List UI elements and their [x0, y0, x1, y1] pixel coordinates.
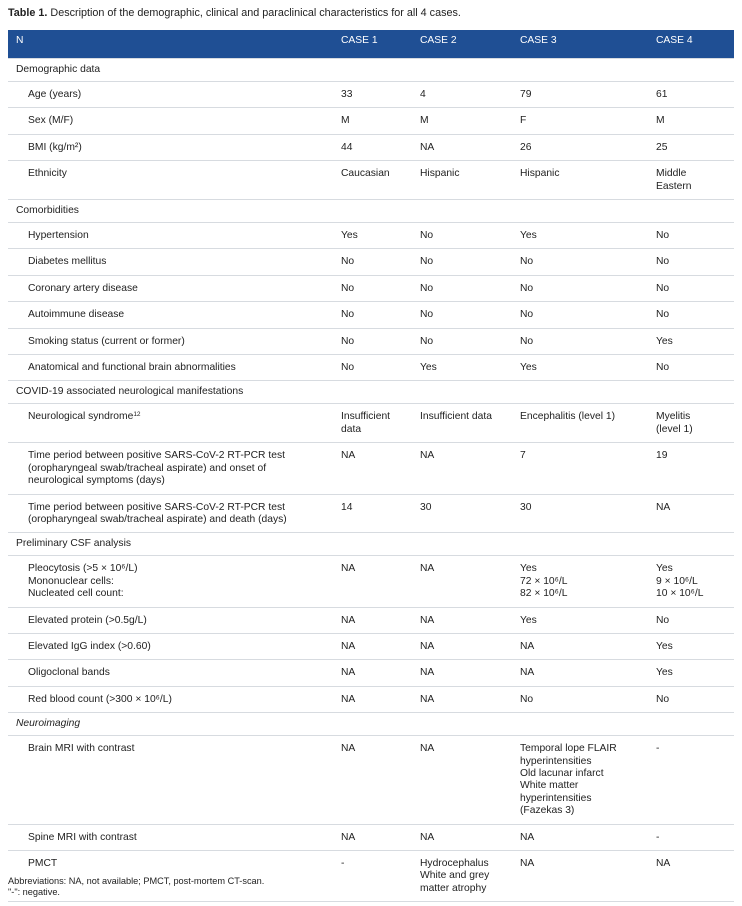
case-2-value: No — [420, 328, 520, 354]
table-row — [8, 328, 734, 354]
table-caption-label: Table 1. — [8, 7, 48, 19]
case-4-value: No — [656, 249, 734, 275]
case-3-value: NA — [520, 660, 656, 686]
table-row — [8, 404, 734, 443]
case-3-value: Yes — [520, 223, 656, 249]
table-body — [8, 59, 734, 902]
case-3-value: 30 — [520, 494, 656, 533]
case-1-value: Caucasian — [341, 161, 420, 200]
case-3-value: Hispanic — [520, 161, 656, 200]
case-3-value: No — [520, 328, 656, 354]
section-title: Neuroimaging — [8, 713, 734, 736]
row-label-cell — [8, 355, 341, 381]
case-4-value: Myelitis (level 1) — [656, 404, 734, 443]
table-row — [8, 494, 734, 533]
case-4-value: Yes — [656, 633, 734, 659]
case-2-value: NA — [420, 556, 520, 607]
row-label: Red blood count (>300 × 10⁶/L) — [28, 693, 172, 705]
header-n: N — [8, 30, 341, 59]
case-1-value: NA — [341, 607, 420, 633]
table-row — [8, 82, 734, 108]
case-1-value: No — [341, 302, 420, 328]
row-label: Sex (M/F) — [28, 115, 74, 127]
case-3-value: Temporal lope FLAIR hyperintensities Old lacunar infarct White matter hyperintensities (Fazekas 3) — [520, 736, 656, 824]
case-2-value: NA — [420, 824, 520, 850]
section-row — [8, 713, 734, 736]
row-label-cell — [8, 633, 341, 659]
table-row — [8, 134, 734, 160]
case-3-value: No — [520, 249, 656, 275]
case-1-value: No — [341, 249, 420, 275]
table-row — [8, 161, 734, 200]
case-1-value: NA — [341, 660, 420, 686]
case-3-value: NA — [520, 851, 656, 902]
reference-superscript: 12 — [133, 411, 141, 419]
case-4-value: M — [656, 108, 734, 134]
table-row — [8, 660, 734, 686]
row-label: Diabetes mellitus — [28, 256, 107, 268]
table-row — [8, 556, 734, 607]
case-4-value: No — [656, 355, 734, 381]
case-3-value: No — [520, 686, 656, 712]
case-1-value: No — [341, 275, 420, 301]
case-1-value: Yes — [341, 223, 420, 249]
case-3-value: NA — [520, 633, 656, 659]
row-label-cell — [8, 660, 341, 686]
row-label-cell — [8, 302, 341, 328]
section-title: Demographic data — [8, 59, 734, 82]
case-2-value: Insufficient data — [420, 404, 520, 443]
case-4-value: - — [656, 824, 734, 850]
row-label: Time period between positive SARS-CoV-2 RT-PCR test (oropharyngeal swab/tracheal aspirate) and death (days) — [28, 501, 287, 525]
table-row — [8, 108, 734, 134]
case-1-value: Insufficient data — [341, 404, 420, 443]
case-1-value: NA — [341, 443, 420, 494]
header-case-1: CASE 1 — [341, 30, 420, 59]
row-label-cell — [8, 824, 341, 850]
case-4-value: 19 — [656, 443, 734, 494]
table-row — [8, 355, 734, 381]
row-label: Brain MRI with contrast — [28, 743, 135, 755]
case-4-value: No — [656, 223, 734, 249]
case-4-value: NA — [656, 851, 734, 902]
case-3-value: 26 — [520, 134, 656, 160]
case-1-value: 33 — [341, 82, 420, 108]
row-label-cell — [8, 161, 341, 200]
table-row — [8, 249, 734, 275]
section-title: COVID-19 associated neurological manifestations — [8, 381, 734, 404]
row-label-cell — [8, 686, 341, 712]
row-label: Neurological syndrome — [28, 411, 134, 423]
header-case-4: CASE 4 — [656, 30, 734, 59]
table-row — [8, 736, 734, 824]
header-case-3: CASE 3 — [520, 30, 656, 59]
row-label-cell — [8, 223, 341, 249]
case-2-value: No — [420, 302, 520, 328]
case-2-value: NA — [420, 736, 520, 824]
row-label-cell — [8, 108, 341, 134]
case-3-value: No — [520, 275, 656, 301]
case-3-value: 7 — [520, 443, 656, 494]
case-1-value: M — [341, 108, 420, 134]
section-row — [8, 200, 734, 223]
case-1-value: No — [341, 355, 420, 381]
section-title: Comorbidities — [8, 200, 734, 223]
row-label-cell — [8, 556, 341, 607]
section-row — [8, 381, 734, 404]
case-3-value: F — [520, 108, 656, 134]
row-label: Time period between positive SARS-CoV-2 RT-PCR test (oropharyngeal swab/tracheal aspirate) and onset of neurological symptoms (days) — [28, 450, 285, 487]
footnote-negative: "-": negative. — [8, 887, 60, 897]
table-row — [8, 223, 734, 249]
case-2-value: NA — [420, 443, 520, 494]
row-label: Coronary artery disease — [28, 282, 138, 294]
case-1-value: 14 — [341, 494, 420, 533]
table-row — [8, 302, 734, 328]
footnote-abbreviations: Abbreviations: NA, not available; PMCT, post-mortem CT-scan. — [8, 876, 265, 886]
row-label: Anatomical and functional brain abnormalities — [28, 362, 236, 374]
case-3-value: NA — [520, 824, 656, 850]
row-label-cell — [8, 494, 341, 533]
case-2-value: NA — [420, 607, 520, 633]
row-label-cell — [8, 607, 341, 633]
case-3-value: No — [520, 302, 656, 328]
case-1-value: NA — [341, 686, 420, 712]
row-label: PMCT — [28, 858, 58, 869]
case-2-value: No — [420, 275, 520, 301]
row-label-cell — [8, 275, 341, 301]
case-2-value: NA — [420, 633, 520, 659]
section-row — [8, 533, 734, 556]
case-1-value: NA — [341, 633, 420, 659]
case-2-value: 30 — [420, 494, 520, 533]
row-label: Oligoclonal bands — [28, 667, 110, 679]
table-row — [8, 275, 734, 301]
case-3-value: Encephalitis (level 1) — [520, 404, 656, 443]
table-footnotes — [8, 876, 264, 898]
case-3-value: Yes 72 × 10⁶/L 82 × 10⁶/L — [520, 556, 656, 607]
table-header-row — [8, 30, 734, 59]
row-label: Smoking status (current or former) — [28, 335, 185, 347]
row-label-cell — [8, 404, 341, 443]
table-caption-text: Description of the demographic, clinical and paraclinical characteristics for all 4 cases. — [50, 7, 461, 19]
case-4-value: NA — [656, 494, 734, 533]
case-4-value: No — [656, 607, 734, 633]
table-row — [8, 686, 734, 712]
table-row — [8, 607, 734, 633]
case-2-value: Yes — [420, 355, 520, 381]
table-row — [8, 824, 734, 850]
case-1-value: No — [341, 328, 420, 354]
case-2-value: No — [420, 249, 520, 275]
case-2-value: Hispanic — [420, 161, 520, 200]
case-1-value: - — [341, 851, 420, 902]
case-4-value: 25 — [656, 134, 734, 160]
case-3-value: 79 — [520, 82, 656, 108]
row-label: Autoimmune disease — [28, 309, 125, 321]
row-label: Elevated protein (>0.5g/L) — [28, 614, 147, 626]
row-label: Age (years) — [28, 89, 82, 100]
row-label: Ethnicity — [28, 168, 67, 180]
row-label-cell — [8, 134, 341, 160]
case-1-value: 44 — [341, 134, 420, 160]
table-row — [8, 633, 734, 659]
case-2-value: NA — [420, 686, 520, 712]
case-3-value: Yes — [520, 607, 656, 633]
row-label: Elevated IgG index (>0.60) — [28, 640, 151, 652]
case-4-value: No — [656, 275, 734, 301]
section-row — [8, 59, 734, 82]
case-4-value: 61 — [656, 82, 734, 108]
case-1-value: NA — [341, 736, 420, 824]
case-4-value: Middle Eastern — [656, 161, 734, 200]
table-caption — [8, 6, 461, 20]
row-label-cell — [8, 736, 341, 824]
case-1-value: NA — [341, 824, 420, 850]
case-4-value: Yes — [656, 660, 734, 686]
case-4-value: No — [656, 686, 734, 712]
row-label-cell — [8, 249, 341, 275]
row-label: Pleocytosis (>5 × 10⁶/L) Mononuclear cells: Nucleated cell count: — [28, 563, 138, 600]
characteristics-table — [8, 30, 734, 902]
case-2-value: 4 — [420, 82, 520, 108]
row-label-cell — [8, 443, 341, 494]
case-1-value: NA — [341, 556, 420, 607]
case-4-value: - — [656, 736, 734, 824]
header-case-2: CASE 2 — [420, 30, 520, 59]
case-2-value: No — [420, 223, 520, 249]
case-3-value: Yes — [520, 355, 656, 381]
case-4-value: No — [656, 302, 734, 328]
section-title: Preliminary CSF analysis — [8, 533, 734, 556]
row-label: Spine MRI with contrast — [28, 831, 137, 843]
row-label: Hypertension — [28, 230, 89, 242]
row-label-cell — [8, 82, 341, 108]
table-row — [8, 443, 734, 494]
case-2-value: NA — [420, 660, 520, 686]
case-2-value: NA — [420, 134, 520, 160]
case-4-value: Yes 9 × 10⁶/L 10 × 10⁶/L — [656, 556, 734, 607]
case-4-value: Yes — [656, 328, 734, 354]
row-label: BMI (kg/m²) — [28, 141, 82, 153]
case-2-value: Hydrocephalus White and grey matter atrophy — [420, 851, 520, 902]
row-label-cell — [8, 328, 341, 354]
case-2-value: M — [420, 108, 520, 134]
